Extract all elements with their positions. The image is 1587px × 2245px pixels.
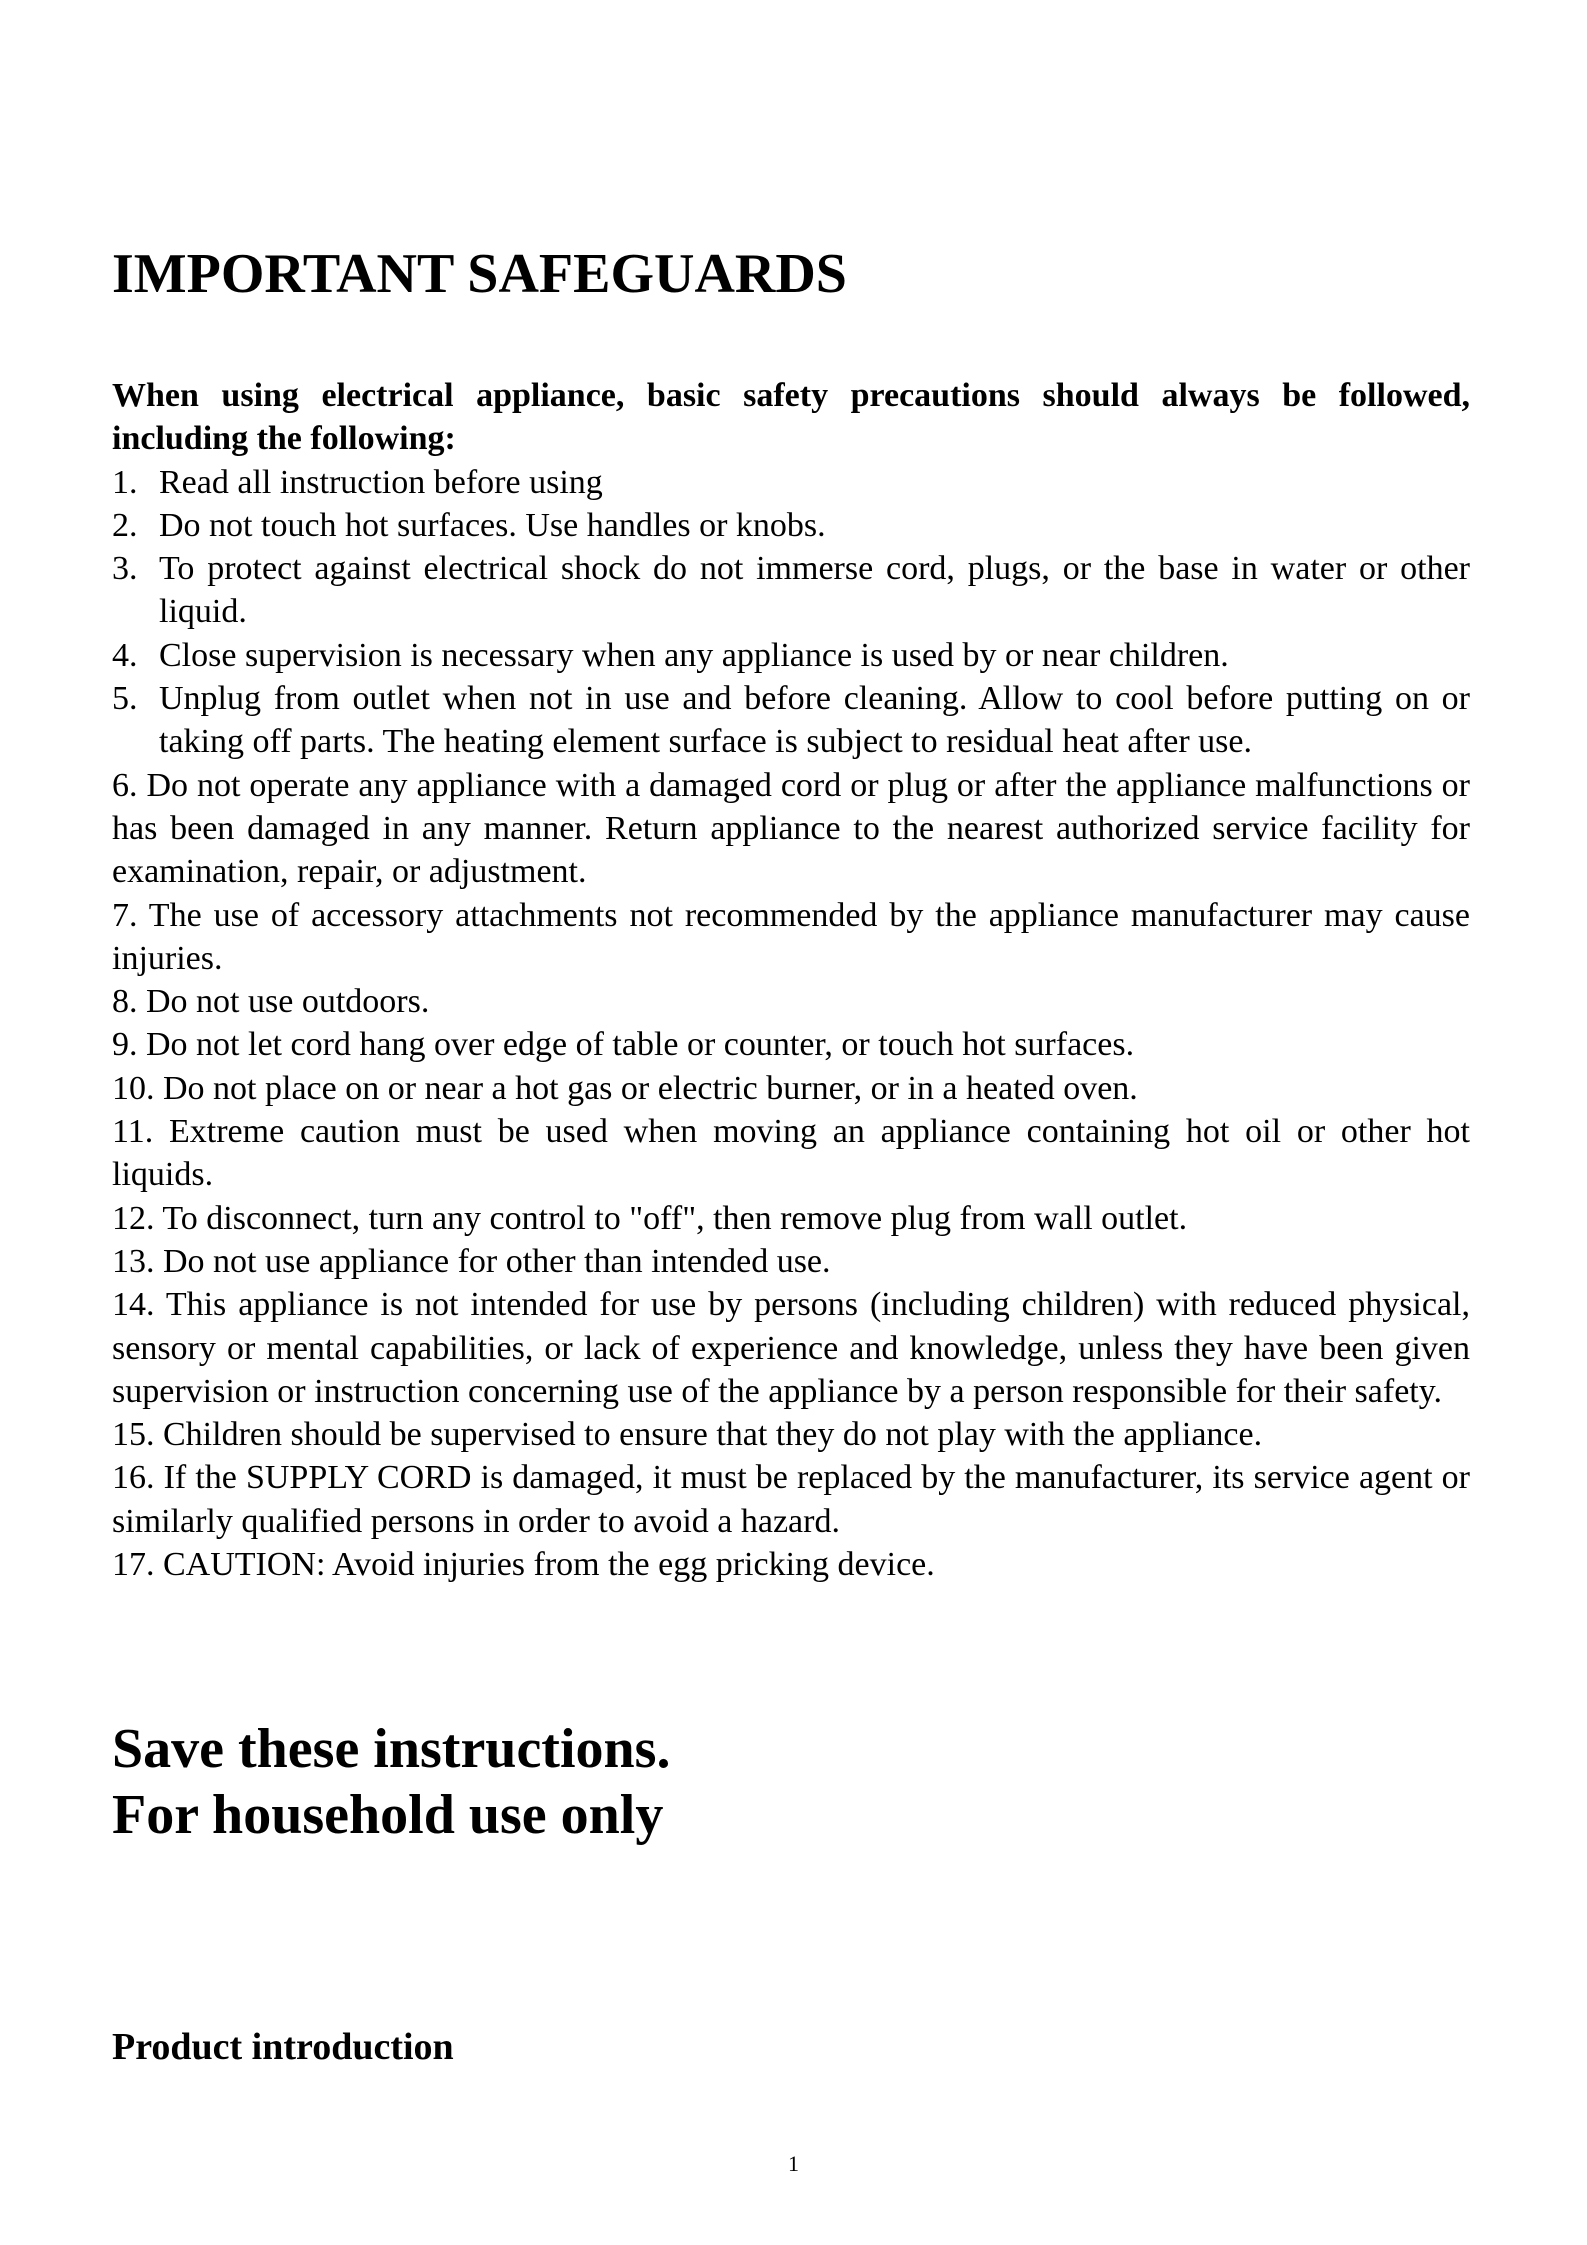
save-instructions-note bbox=[112, 1716, 670, 1848]
item-text: Close supervision is necessary when any appliance is used by or near children. bbox=[159, 636, 1229, 674]
list-item bbox=[112, 504, 1470, 547]
list-item bbox=[112, 677, 1470, 764]
list-item bbox=[112, 461, 1470, 504]
list-item: 17. CAUTION: Avoid injuries from the egg pricking device. bbox=[112, 1546, 935, 1584]
item-number: 2. bbox=[112, 506, 138, 544]
list-item: 10. Do not place on or near a hot gas or electric burner, or in a heated oven. bbox=[112, 1069, 1138, 1107]
page-number: 1 bbox=[788, 2151, 799, 2176]
list-item bbox=[112, 547, 1470, 634]
item-number: 3. bbox=[112, 550, 138, 588]
item-text: To protect against electrical shock do not immerse cord, plugs, or the base in water or other liquid. bbox=[159, 550, 1470, 631]
item-text: Do not touch hot surfaces. Use handles or knobs. bbox=[159, 506, 826, 544]
household-use-line: For household use only bbox=[112, 1784, 664, 1846]
page-title: IMPORTANT SAFEGUARDS bbox=[112, 243, 847, 305]
list-item: 6. Do not operate any appliance with a damaged cord or plug or after the appliance malfunctions or has been damaged in any manner. Return appliance to the nearest authorized service facility for examination, repair, or adjustment. bbox=[112, 766, 1470, 891]
intro-paragraph: When using electrical appliance, basic safety precautions should always be followed, including the following: bbox=[112, 377, 1470, 458]
item-number: 1. bbox=[112, 463, 138, 501]
list-item: 12. To disconnect, turn any control to "off", then remove plug from wall outlet. bbox=[112, 1199, 1188, 1237]
list-item: 11. Extreme caution must be used when moving an appliance containing hot oil or other hot liquids. bbox=[112, 1113, 1470, 1194]
list-item: 16. If the SUPPLY CORD is damaged, it must be replaced by the manufacturer, its service agent or similarly qualified persons in order to avoid a hazard. bbox=[112, 1459, 1470, 1540]
list-item: 8. Do not use outdoors. bbox=[112, 983, 430, 1021]
list-item: 15. Children should be supervised to ensure that they do not play with the appliance. bbox=[112, 1416, 1263, 1454]
section-heading: Product introduction bbox=[112, 2026, 454, 2068]
save-instructions-line: Save these instructions. bbox=[112, 1718, 671, 1780]
list-item: 14. This appliance is not intended for use by persons (including children) with reduced physical, sensory or mental capabilities, or lack of experience and knowledge, unless they have been given supervision or instruction concerning use of the appliance by a person responsible for their safety. bbox=[112, 1286, 1470, 1410]
safeguards-list bbox=[112, 374, 1470, 1586]
item-number: 5. bbox=[112, 680, 138, 718]
list-item bbox=[112, 634, 1470, 677]
item-text: Unplug from outlet when not in use and before cleaning. Allow to cool before putting on or taking off parts. The heating element surface is subject to residual heat after use. bbox=[159, 680, 1470, 761]
list-item: 7. The use of accessory attachments not recommended by the appliance manufacturer may cause injuries. bbox=[112, 896, 1470, 977]
item-number: 4. bbox=[112, 636, 138, 674]
list-item: 13. Do not use appliance for other than intended use. bbox=[112, 1242, 831, 1280]
list-item: 9. Do not let cord hang over edge of table or counter, or touch hot surfaces. bbox=[112, 1026, 1135, 1064]
item-text: Read all instruction before using bbox=[159, 463, 603, 501]
